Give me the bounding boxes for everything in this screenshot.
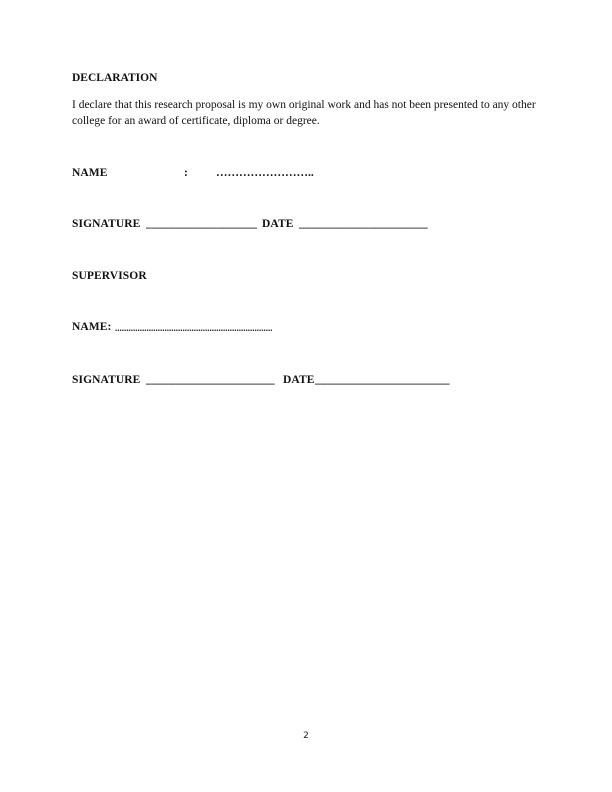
student-signature-field[interactable]: ___________________ [146,218,258,230]
student-signature-label: SIGNATURE [72,218,141,230]
supervisor-name-field[interactable]: ...................................................................... [115,323,273,333]
student-date-field[interactable]: ______________________ [299,218,428,230]
supervisor-signature-label: SIGNATURE [72,374,141,386]
supervisor-signature-field[interactable]: ______________________ [146,374,275,386]
student-date-label: DATE [262,218,294,230]
student-name-colon: : [184,167,188,179]
student-name-field[interactable]: …………………….. [216,167,314,179]
student-name-label: NAME [72,167,108,179]
supervisor-heading: SUPERVISOR [72,270,147,282]
supervisor-name-label: NAME: [72,321,112,333]
supervisor-date-label: DATE [283,374,315,386]
page-number: 2 [303,731,309,741]
supervisor-date-field[interactable]: _______________________ [315,374,450,386]
declaration-heading: DECLARATION [72,72,158,84]
declaration-body: I declare that this research proposal is my own original work and has not been presented to any other college for an award of certificate, diploma or degree. [72,99,536,127]
